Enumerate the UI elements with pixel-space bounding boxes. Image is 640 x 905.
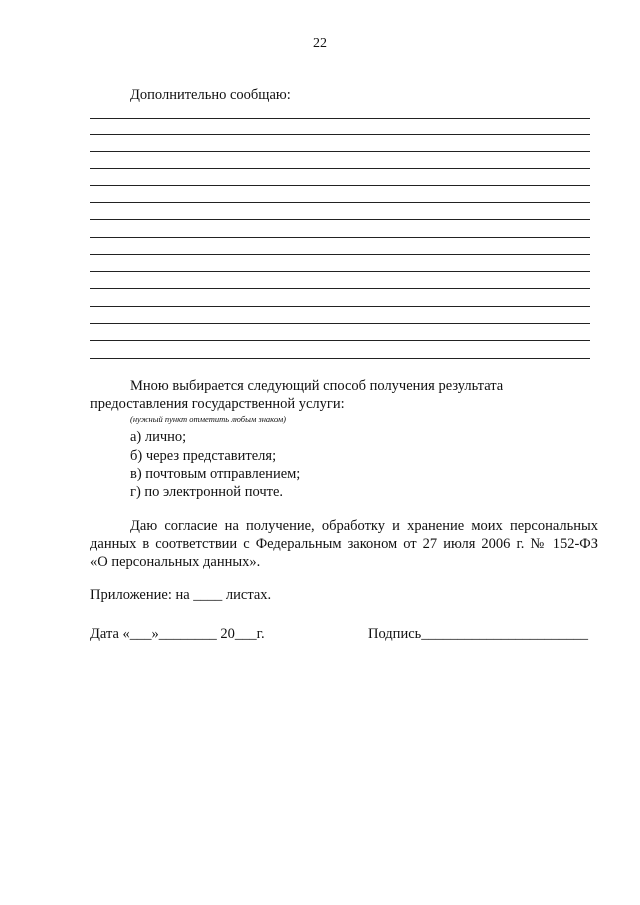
blank-line xyxy=(90,237,590,238)
blank-line xyxy=(90,358,590,359)
option-representative: б) через представителя; xyxy=(130,448,277,464)
blank-line xyxy=(90,151,590,152)
blank-line xyxy=(90,254,590,255)
option-email: г) по электронной почте. xyxy=(130,484,284,500)
method-hint: (нужный пункт отметить любым знаком) xyxy=(130,414,287,424)
blank-line xyxy=(90,219,590,220)
page-number: 22 xyxy=(313,36,327,51)
consent-line1: Даю согласие на получение, обработку и хранение моих персональных xyxy=(130,518,598,534)
blank-line xyxy=(90,185,590,186)
blank-line xyxy=(90,306,590,307)
option-post: в) почтовым отправлением; xyxy=(130,466,301,482)
date-field: Дата «___»________ 20___г. xyxy=(90,626,265,642)
consent-line2: данных в соответствии с Федеральным законом от 27 июля 2006 г. № 152-ФЗ xyxy=(90,536,598,552)
blank-line xyxy=(90,288,590,289)
method-heading-line1: Мною выбирается следующий способ получения результата xyxy=(130,378,504,394)
blank-line xyxy=(90,271,590,272)
signature-field: Подпись_______________________ xyxy=(368,626,588,642)
consent-line3: «О персональных данных». xyxy=(90,554,261,570)
blank-line xyxy=(90,168,590,169)
blank-line xyxy=(90,323,590,324)
additional-info-label: Дополнительно сообщаю: xyxy=(130,87,291,103)
method-heading-line2: предоставления государственной услуги: xyxy=(90,396,345,412)
attachment-line: Приложение: на ____ листах. xyxy=(90,587,272,603)
blank-line xyxy=(90,134,590,135)
blank-line xyxy=(90,340,590,341)
blank-line xyxy=(90,202,590,203)
option-in-person: а) лично; xyxy=(130,429,187,445)
blank-line xyxy=(90,118,590,119)
